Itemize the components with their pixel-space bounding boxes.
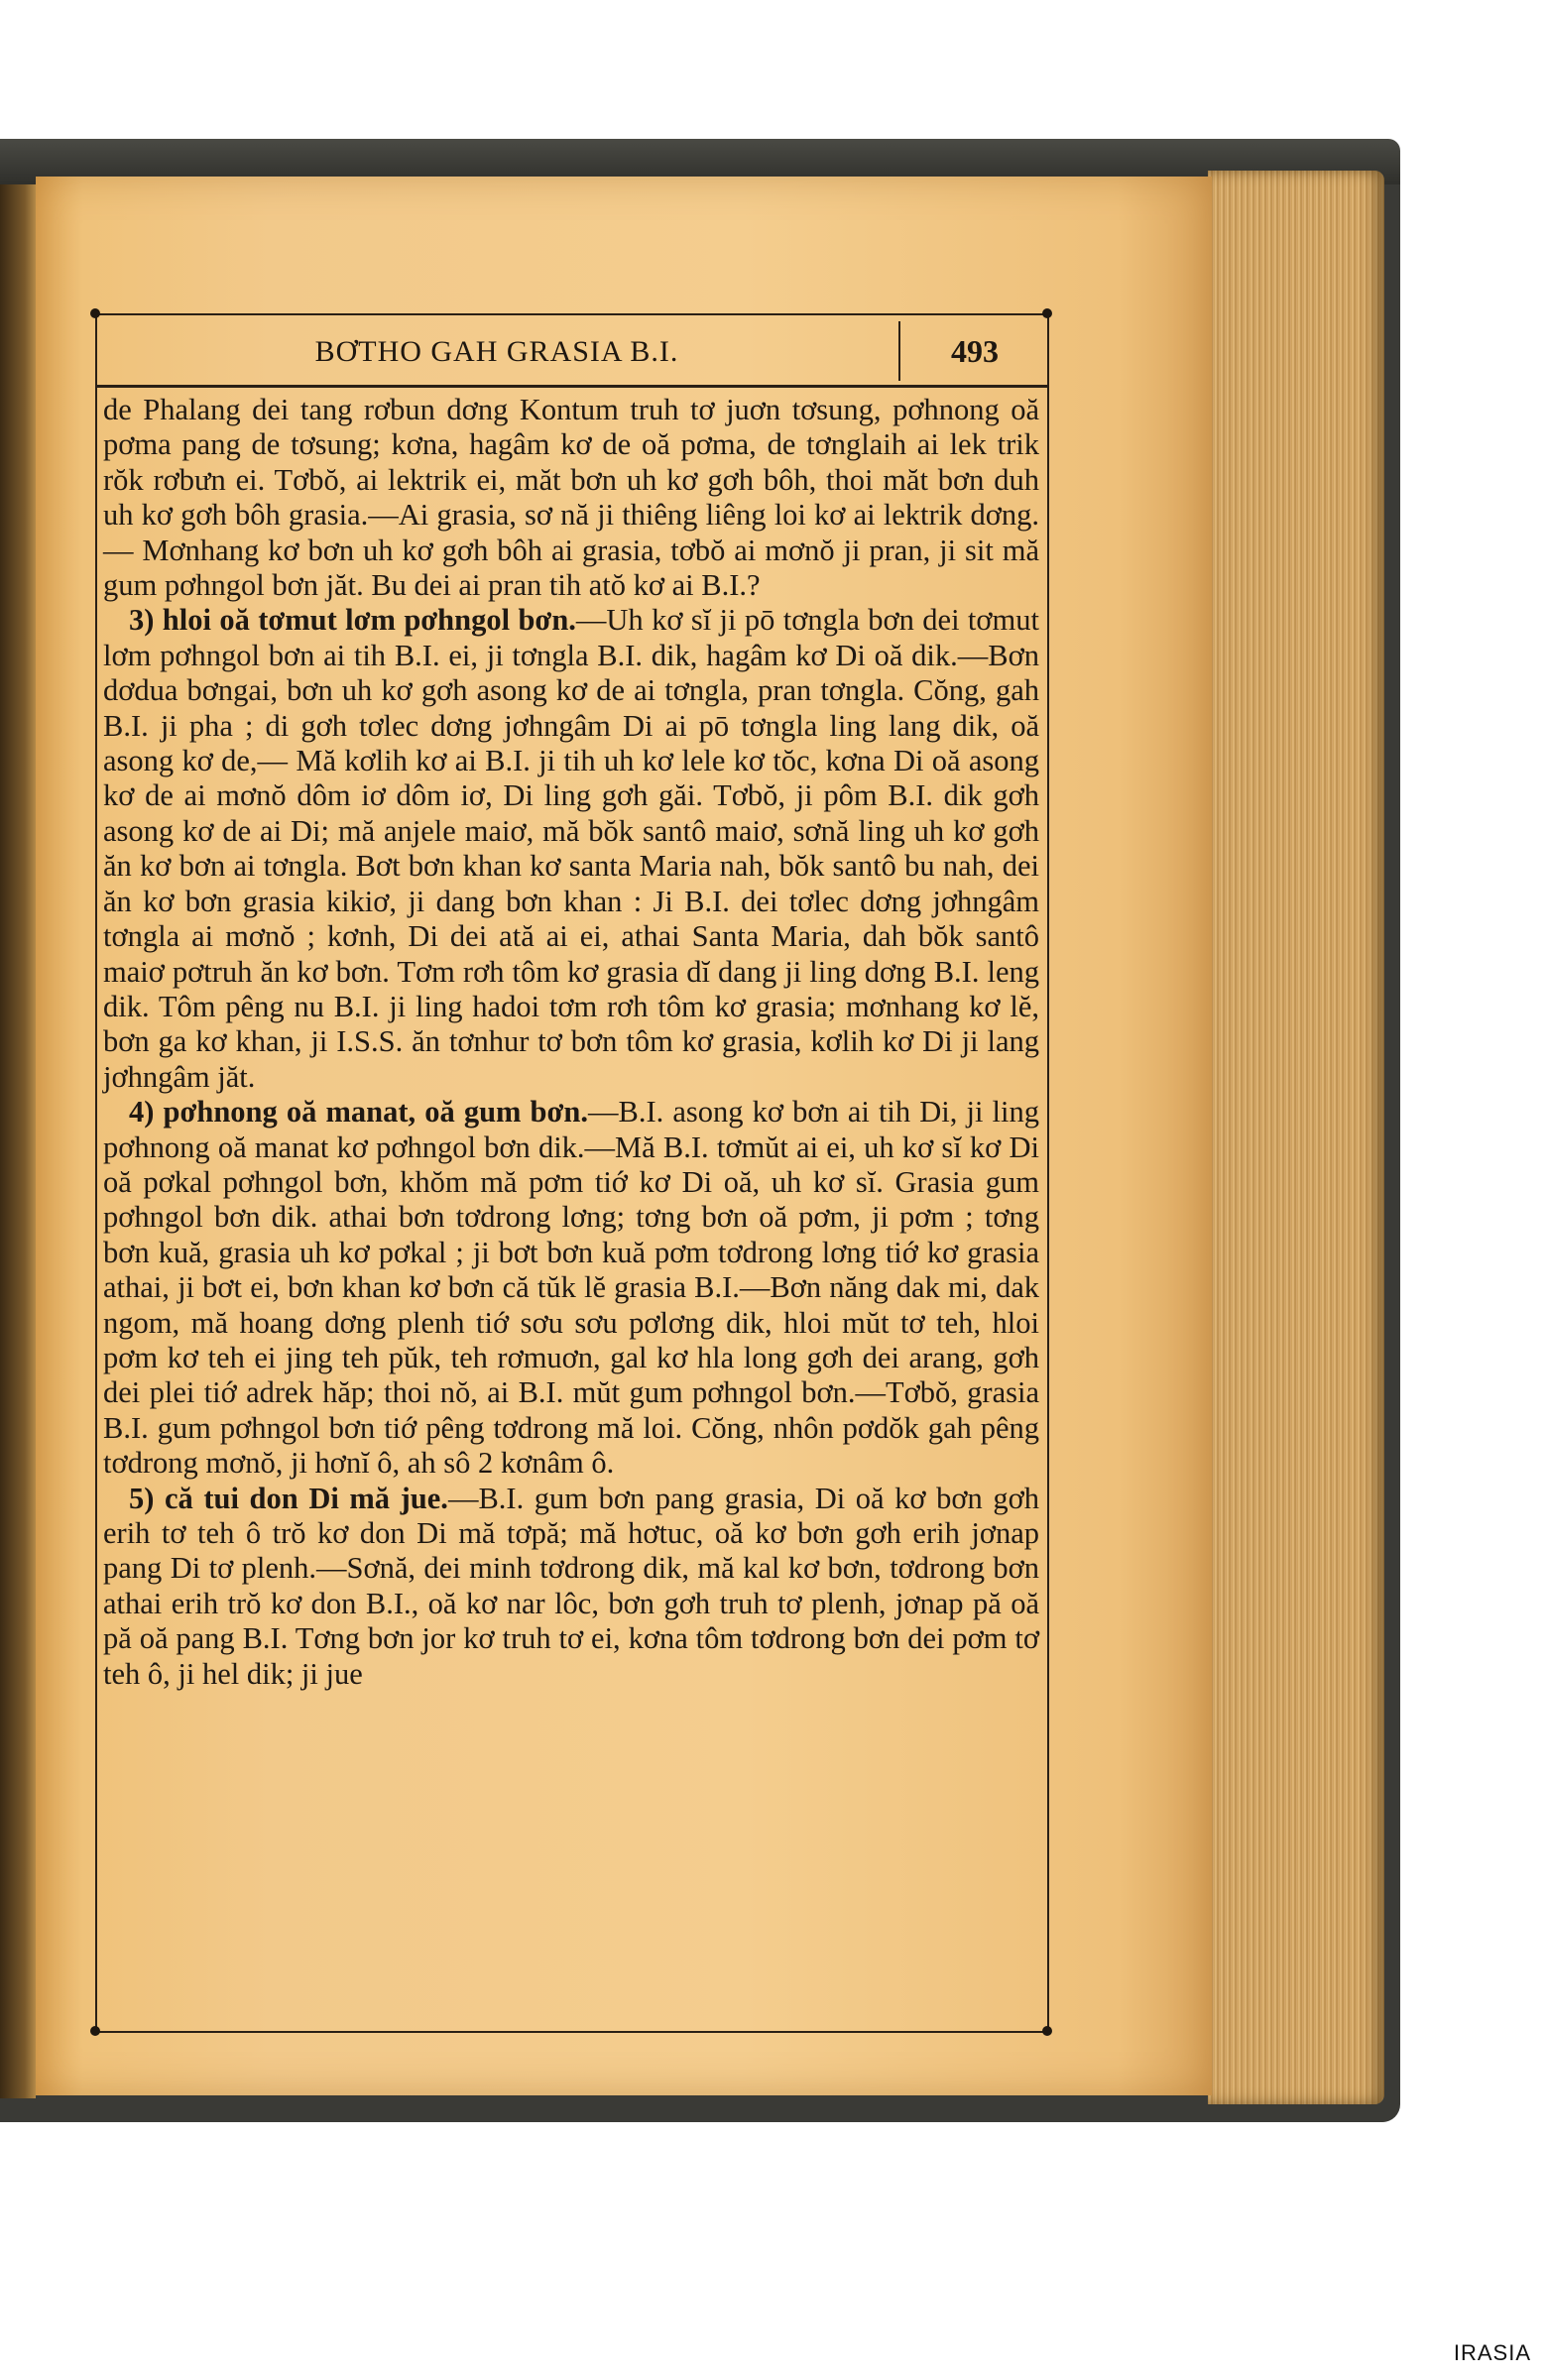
paragraph-2-heading: 3) hloi oă tơmut lơm pơhngol bơn. [129,603,576,638]
paragraph-3 [103,1095,1039,1481]
paragraph-3-text: —B.I. asong kơ bơn ai tih Di, ji ling pơhnong oă manat kơ pơhngol bơn dik.—Mă B.I. tơmŭt ai ei, uh kơ sĭ kơ Di oă pơkal pơhngol bơn, khŏm mă pơm tiớ kơ Di oă, uh kơ sĭ. Grasia gum pơhngol bơn dik. athai bơn tơdrong lơng; tơng bơn oă pơm, ji pơm ; tơng bơn kuă, grasia uh kơ pơkal ; ji bơt bơn kuă pơm tơdrong lơng tiớ kơ grasia athai, ji bơt ei, bơn khan kơ bơn că tŭk lĕ grasia B.I.—Bơn năng dak mi, dak ngom, mă hoang dơng plenh tiớ sơu sơu pơlơng dik, hloi mŭt tơ teh, hloi pơm kơ teh ei jing teh pŭk, teh rơmuơn, gal kơ hla long gơh dei arang, gơh dei plei tiớ adrek hăp; thoi nŏ, ai B.I. mŭt gum pơhngol bơn.—Tơbŏ, grasia B.I. gum pơhngol bơn tiớ pêng tơdrong mă loi. Cŏng, nhôn pơdŏk gah pêng tơdrong mơnŏ, ji hơnĭ ô, ah sô 2 kơnâm ô. [103,1095,1039,1481]
page-number: 493 [951,333,999,369]
frame-rule-bottom [95,2031,1049,2033]
watermark: IRASIA [1453,2340,1531,2365]
paragraph-4-heading: 5) că tui don Di mă jue. [129,1481,448,1515]
ornament-dot [90,308,100,318]
paragraph-1-text: de Phalang dei tang rơbun dơng Kontum truh tơ juơn tơsung, pơhnong oă pơma pang de tơsung; kơna, hagâm kơ de oă pơma, de tơnglaih ai lek trik rŏk rơbưn ei. Tơbŏ, ai lektrik ei, măt bơn uh kơ gơh bôh, thoi măt bơn duh uh kơ gơh bôh grasia.—Ai grasia, sơ nă ji thiêng liêng loi kơ ai lektrik dơng. — Mơnhang kơ bơn uh kơ gơh bôh ai grasia, tơbŏ ai mơnŏ ji pran, ji sit mă gum pơhngol bơn jăt. Bu dei ai pran tih atŏ kơ ai B.I.? [103,393,1039,603]
paragraph-2-text: —Uh kơ sĭ ji pō tơngla bơn dei tơmut lơm pơhngol bơn ai tih B.I. ei, ji tơngla B.I. dik, hagâm kơ Di oă dik.—Bơn dơdua bơngai, bơn uh kơ gơh asong kơ de ai tơngla, pran tơngla. Cŏng, gah B.I. ji pha ; di gơh tơlec dơng jơhngâm Di ai pō tơngla ling lang dik, oă asong kơ de,— Mă kơlih kơ ai B.I. ji tih uh kơ lele kơ tŏc, kơna Di oă asong kơ de ai mơnŏ dôm iơ dôm iơ, Di ling gơh găi. Tơbŏ, ji pôm B.I. dik gơh asong kơ de ai Di; mă anjele maiơ, mă bŏk santô maiơ, sơnă ling uh kơ gơh ăn kơ bơn ai tơngla. Bơt bơn khan kơ santa Maria nah, bŏk santô bu nah, dei ăn kơ bơn grasia kikiơ, ji dang bơn khan : Ji B.I. dei tơlec dơng jơhngâm tơngla ai mơnŏ ; kơnh, Di dei ată ai ei, athai Santa Maria, dah bŏk santô maiơ pơtruh ăn kơ bơn. Tơm rơh tôm kơ grasia dĭ dang ji ling dơng B.I. leng dik. Tôm pêng nu B.I. ji ling hadoi tơm rơh tôm kơ grasia; mơnhang kơ lĕ, bơn ga kơ khan, ji I.S.S. ăn tơnhur tơ bơn tôm kơ grasia, kơlih kơ Di ji lang jơhngâm jăt. [103,603,1039,1094]
page-edges [1208,171,1384,2104]
frame-rule-right [1047,313,1049,2031]
paragraph-4 [103,1482,1039,1692]
body-text [103,393,1039,1692]
header-rule [95,385,1049,388]
running-header-title: BƠTHO GAH GRASIA B.I. [314,335,679,368]
paragraph-2 [103,603,1039,1095]
ornament-dot [1042,308,1052,318]
frame-rule-left [95,313,97,2031]
paragraph-1 [103,393,1039,603]
paragraph-3-heading: 4) pơhnong oă manat, oă gum bơn. [129,1095,588,1130]
ornament-dot [1042,2026,1052,2036]
ornament-dot [90,2026,100,2036]
book-spine [0,184,36,2098]
paragraph-4-text: —B.I. gum bơn pang grasia, Di oă kơ bơn gơh erih tơ teh ô trŏ kơ don Di mă tơpă; mă hơtuc, oă kơ bơn gơh erih jơnap pang Di tơ plenh.—Sơnă, dei minh tơdrong dik, mă kal kơ bơn, tơdrong bơn athai erih trŏ kơ don B.I., oă kơ nar lôc, bơn gơh truh tơ plenh, jơnap pă oă pă oă pang B.I. Tơng bơn jor kơ truh tơ ei, kơna tôm tơdrong bơn dei pơm tơ teh ô, ji hel dik; ji jue [103,1481,1039,1691]
frame-rule-top [95,313,1049,315]
page-frame [95,313,1049,2031]
